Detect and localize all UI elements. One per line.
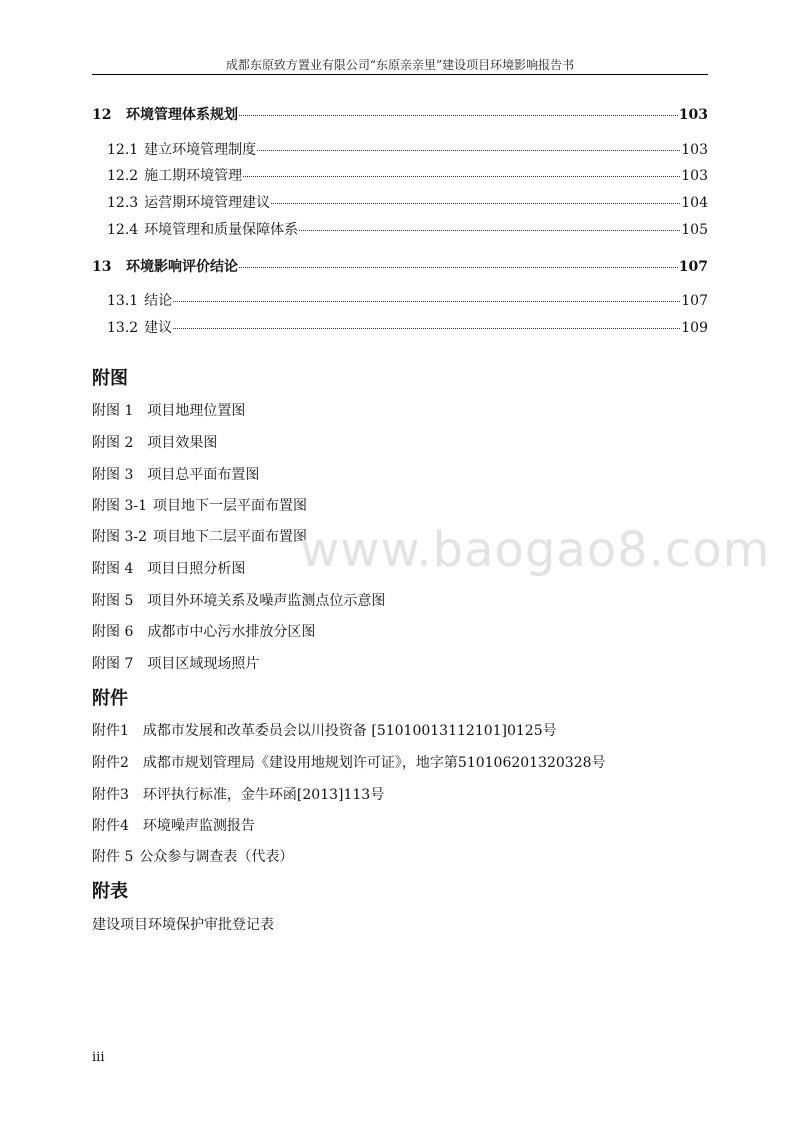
attachment-text: 环评执行标准，金牛环函[2013]113号 — [142, 787, 385, 803]
toc-entry[interactable] — [92, 256, 708, 276]
toc-page: 103 — [678, 107, 708, 123]
figure-text: 项目地下一层平面布置图 — [153, 498, 307, 514]
toc-entry[interactable] — [107, 290, 708, 310]
toc-number: 12.4 — [107, 222, 139, 238]
attachment-text: 成都市发展和改革委员会以川投资备 [51010013112101]0125号 — [142, 723, 557, 739]
figure-text: 成都市中心污水排放分区图 — [147, 624, 316, 640]
toc-entry[interactable] — [92, 104, 708, 124]
figure-label: 附图 3-2 — [92, 529, 147, 545]
attachment-item — [92, 846, 293, 866]
toc-title: 施工期环境管理 — [144, 168, 243, 184]
toc-leader — [239, 115, 678, 116]
attachment-label: 附件4 — [92, 818, 129, 834]
toc-page: 105 — [681, 222, 708, 238]
toc-number: 13.1 — [107, 293, 139, 309]
toc-title: 环境管理和质量保障体系 — [144, 222, 299, 238]
attachment-item — [92, 815, 255, 835]
figure-label: 附图 1 — [92, 403, 134, 419]
attachment-item — [92, 784, 384, 804]
figures-heading: 附图 — [92, 368, 128, 389]
toc-number: 12 — [92, 107, 112, 123]
toc-title: 建议 — [144, 320, 173, 336]
attachment-label: 附件3 — [92, 787, 129, 803]
attachment-label: 附件 5 — [92, 849, 134, 865]
table-item: 建设项目环境保护审批登记表 — [92, 917, 274, 933]
figure-label: 附图 2 — [92, 435, 134, 451]
attachment-text: 公众参与调查表（代表） — [139, 849, 294, 865]
toc-leader — [173, 328, 680, 329]
figure-item — [92, 526, 307, 546]
page-header: 成都东原致方置业有限公司“东原亲亲里”建设项目环境影响报告书 — [225, 58, 575, 72]
toc-title: 环境管理体系规划 — [126, 107, 238, 123]
toc-leader — [271, 203, 680, 204]
figure-item — [92, 432, 217, 452]
toc-title: 建立环境管理制度 — [144, 142, 257, 158]
figure-text: 项目地理位置图 — [147, 403, 246, 419]
attachments-heading: 附件 — [92, 688, 128, 709]
figure-text: 项目效果图 — [147, 435, 218, 451]
figure-item — [92, 590, 385, 610]
watermark: www.baogao8.com — [300, 522, 771, 578]
toc-leader — [243, 176, 680, 177]
figure-item — [92, 653, 259, 673]
figure-item — [92, 400, 245, 420]
attachment-item — [92, 752, 606, 772]
attachment-text: 环境噪声监测报告 — [142, 818, 255, 834]
figure-text: 项目外环境关系及噪声监测点位示意图 — [147, 593, 386, 609]
attachment-text: 成都市规划管理局《建设用地规划许可证》，地字第510106201320328号 — [142, 755, 606, 771]
figure-item — [92, 621, 315, 641]
header-rule — [92, 74, 708, 75]
toc-page: 103 — [681, 142, 708, 158]
attachment-label: 附件1 — [92, 723, 129, 739]
page-number: iii — [92, 1050, 105, 1065]
toc-leader — [173, 301, 680, 302]
toc-entry[interactable] — [107, 317, 708, 337]
attachment-label: 附件2 — [92, 755, 129, 771]
toc-number: 13 — [92, 259, 112, 275]
toc-page: 103 — [681, 168, 708, 184]
figure-text: 项目地下二层平面布置图 — [153, 529, 307, 545]
figure-label: 附图 5 — [92, 593, 134, 609]
toc-page: 104 — [681, 195, 708, 211]
toc-leader — [299, 230, 680, 231]
figure-item — [92, 495, 307, 515]
toc-title: 结论 — [144, 293, 173, 309]
tables-heading: 附表 — [92, 881, 128, 902]
figure-label: 附图 4 — [92, 561, 134, 577]
figure-label: 附图 3-1 — [92, 498, 147, 514]
figure-label: 附图 7 — [92, 656, 134, 672]
toc-number: 13.2 — [107, 320, 139, 336]
toc-page: 107 — [681, 293, 708, 309]
toc-page: 109 — [681, 320, 708, 336]
figure-item — [92, 464, 259, 484]
toc-entry[interactable] — [107, 192, 708, 212]
figure-text: 项目日照分析图 — [147, 561, 246, 577]
figure-label: 附图 6 — [92, 624, 134, 640]
toc-entry[interactable] — [107, 139, 708, 159]
figure-item — [92, 558, 245, 578]
figure-text: 项目区域现场照片 — [147, 656, 260, 672]
toc-title: 运营期环境管理建议 — [144, 195, 271, 211]
toc-title: 环境影响评价结论 — [126, 259, 238, 275]
figure-label: 附图 3 — [92, 467, 134, 483]
toc-number: 12.1 — [107, 142, 139, 158]
figure-text: 项目总平面布置图 — [147, 467, 260, 483]
toc-number: 12.2 — [107, 168, 139, 184]
toc-leader — [239, 267, 678, 268]
toc-page: 107 — [678, 259, 708, 275]
toc-leader — [257, 150, 680, 151]
toc-entry[interactable] — [107, 165, 708, 185]
toc-entry[interactable] — [107, 219, 708, 239]
attachment-item — [92, 720, 557, 740]
toc-number: 12.3 — [107, 195, 139, 211]
